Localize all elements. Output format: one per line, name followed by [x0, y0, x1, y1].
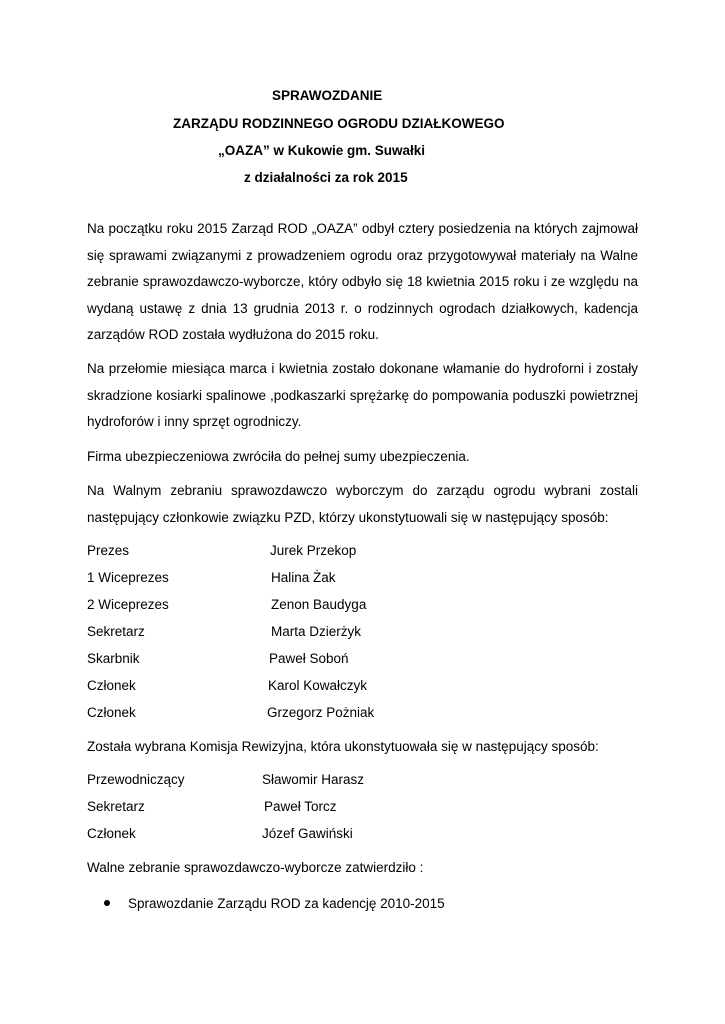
- paragraph-commission-intro: [87, 734, 638, 761]
- board-member-role: Prezes: [87, 543, 130, 558]
- paragraph-line: Na Walnym zebraniu sprawozdawczo wyborczym do zarządu ogrodu wybrani zostali: [87, 483, 638, 498]
- paragraph-meetings: [87, 216, 638, 349]
- commission-member-name: Paweł Torcz: [264, 799, 337, 814]
- paragraph-approved-intro: [87, 855, 638, 882]
- commission-member-name: Józef Gawiński: [262, 826, 353, 841]
- commission-member-row: [87, 799, 647, 819]
- board-member-role: Skarbnik: [87, 651, 140, 666]
- report-subtitle-board: ZARZĄDU RODZINNEGO OGRODU DZIAŁKOWEGO: [173, 116, 505, 131]
- board-member-role: Członek: [87, 678, 136, 693]
- commission-member-name: Sławomir Harasz: [262, 772, 365, 787]
- paragraph-line: Na przełomie miesiąca marca i kwietnia zostało dokonane włamanie do hydroforni i zostały: [87, 361, 638, 376]
- paragraph-line: Na początku roku 2015 Zarząd ROD „OAZA” odbył cztery posiedzenia na których zajmował: [87, 221, 638, 236]
- paragraph-line: zarządów ROD została wydłużona do 2015 roku.: [87, 327, 379, 343]
- board-member-role: 1 Wiceprezes: [87, 570, 169, 585]
- paragraph-line: hydroforów i inny sprzęt ogrodniczy.: [87, 414, 302, 430]
- paragraph-line: Została wybrana Komisja Rewizyjna, która ukonstytuowała się w następujący sposób:: [87, 739, 599, 754]
- board-member-name: Paweł Soboń: [269, 651, 349, 666]
- board-member-name: Zenon Baudyga: [271, 597, 367, 612]
- board-member-row: [87, 624, 647, 644]
- report-subtitle-year: z działalności za rok 2015: [244, 170, 408, 185]
- board-member-name: Karol Kowałczyk: [268, 678, 368, 693]
- bullet-list-item: [104, 896, 445, 911]
- board-member-name: Halina Żak: [271, 570, 336, 585]
- board-member-role: 2 Wiceprezes: [87, 597, 169, 612]
- paragraph-line: skradzione kosiarki spalinowe ,podkaszarki sprężarkę do pompowania poduszki powietrznej: [87, 387, 638, 403]
- report-subtitle-garden: „OAZA” w Kukowie gm. Suwałki: [218, 143, 426, 158]
- commission-member-role: Członek: [87, 826, 136, 841]
- board-member-role: Członek: [87, 705, 136, 720]
- board-member-row: [87, 651, 647, 671]
- board-member-row: [87, 705, 647, 725]
- paragraph-burglary: [87, 356, 638, 436]
- board-member-name: Jurek Przekop: [270, 543, 357, 558]
- bullet-icon: [104, 900, 110, 906]
- report-title: SPRAWOZDANIE: [272, 88, 383, 103]
- board-member-row: [87, 678, 647, 698]
- commission-member-row: [87, 826, 647, 846]
- board-member-name: Marta Dzierżyk: [271, 624, 362, 639]
- bullet-item-text: Sprawozdanie Zarządu ROD za kadencję 2010-2015: [128, 896, 445, 911]
- board-member-row: [87, 543, 647, 563]
- paragraph-election: [87, 478, 638, 531]
- paragraph-line: się sprawami związanymi z prowadzeniem ogrodu oraz przygotowywał materiały na Walne: [87, 247, 638, 263]
- paragraph-line: następujący członkowie związku PZD, którzy ukonstytuowali się w następujący sposób:: [87, 509, 609, 525]
- paragraph-insurance: [87, 444, 638, 471]
- commission-member-role: Przewodniczący: [87, 772, 185, 787]
- paragraph-line: Firma ubezpieczeniowa zwróciła do pełnej sumy ubezpieczenia.: [87, 449, 470, 464]
- board-member-name: Grzegorz Pożniak: [267, 705, 375, 720]
- board-member-role: Sekretarz: [87, 624, 145, 639]
- paragraph-line: wydaną ustawę z dnia 13 grudnia 2013 r. o rodzinnych ogrodach działkowych, kadencja: [87, 300, 638, 316]
- paragraph-line: Walne zebranie sprawozdawczo-wyborcze zatwierdziło :: [87, 860, 424, 875]
- commission-member-row: [87, 772, 647, 792]
- paragraph-line: zebranie sprawozdawczo-wyborcze, który odbyło się 18 kwietnia 2015 roku i ze względu na: [87, 274, 638, 290]
- board-member-row: [87, 597, 647, 617]
- commission-member-role: Sekretarz: [87, 799, 145, 814]
- board-member-row: [87, 570, 647, 590]
